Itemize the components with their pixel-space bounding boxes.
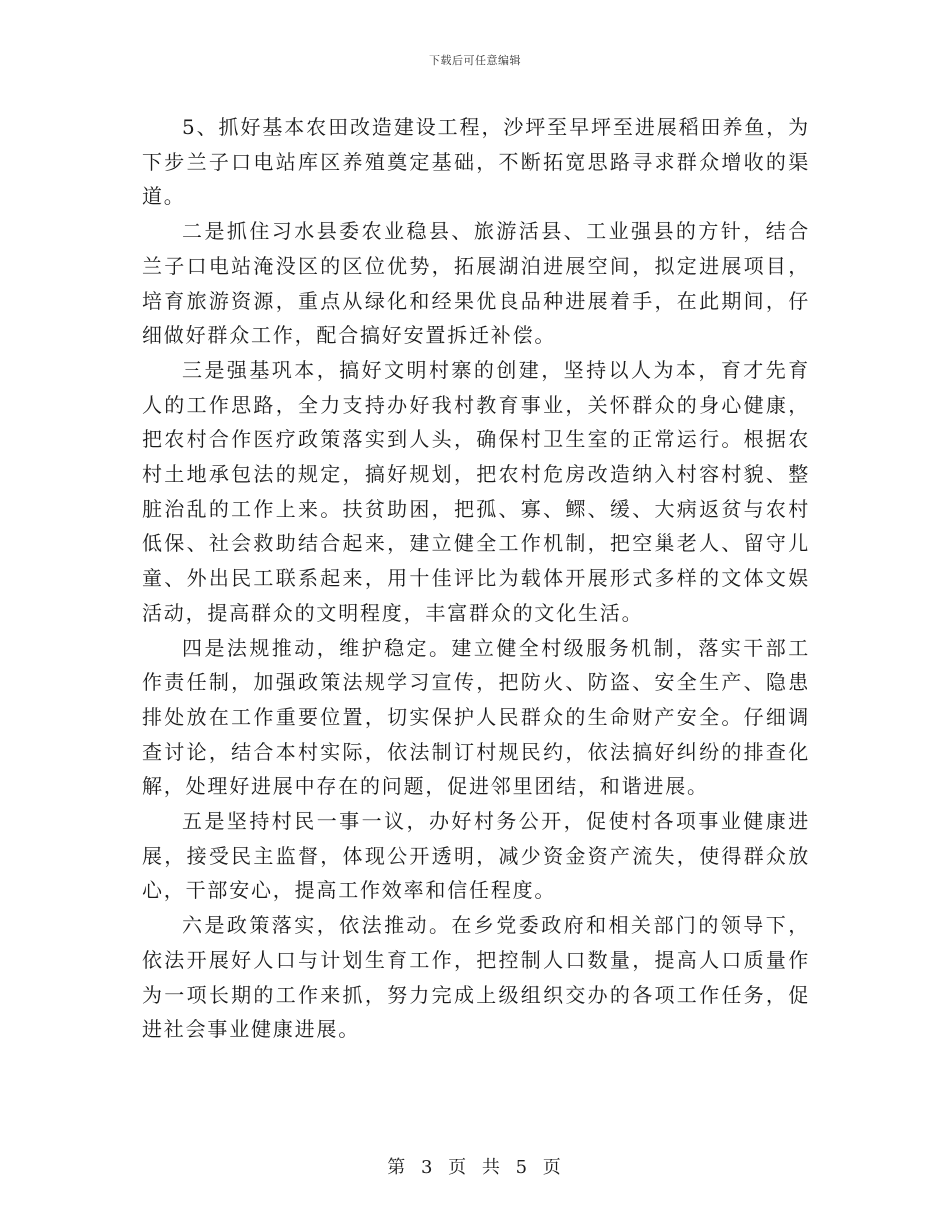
document-body	[142, 110, 810, 1047]
paragraph-3: 三是强基巩本，搞好文明村寨的创建，坚持以人为本，育才先育人的工作思路，全力支持办好我村教育事业，关怀群众的身心健康，把农村合作医疗政策落实到人头，确保村卫生室的正常运行。根据农村土地承包法的规定，搞好规划，把农村危房改造纳入村容村貌、整脏治乱的工作上来。扶贫助困，把孤、寡、鳏、缓、大病返贫与农村低保、社会救助结合起来，建立健全工作机制，把空巢老人、留守儿童、外出民工联系起来，用十佳评比为载体开展形式多样的文体文娱活动，提高群众的文明程度，丰富群众的文化生活。	[142, 357, 810, 625]
paragraph-1: 5、抓好基本农田改造建设工程，沙坪至早坪至进展稻田养鱼，为下步兰子口电站库区养殖奠定基础，不断拓宽思路寻求群众增收的渠道。	[142, 115, 810, 209]
paragraph-5: 五是坚持村民一事一议，办好村务公开，促使村各项事业健康进展，接受民主监督，体现公开透明，减少资金资产流失，使得群众放心，干部安心，提高工作效率和信任程度。	[142, 809, 810, 903]
page-header-note: 下载后可任意编辑	[429, 54, 521, 67]
paragraph-4: 四是法规推动，维护稳定。建立健全村级服务机制，落实干部工作责任制，加强政策法规学习宣传，把防火、防盗、安全生产、隐患排处放在工作重要位置，切实保护人民群众的生命财产安全。仔细调查讨论，结合本村实际，依法制订村规民约，依法搞好纠纷的排查化解，处理好进展中存在的问题，促进邻里团结，和谐进展。	[142, 635, 810, 799]
paragraph-2: 二是抓住习水县委农业稳县、旅游活县、工业强县的方针，结合兰子口电站淹没区的区位优势，拓展湖泊进展空间，拟定进展项目，培育旅游资源，重点从绿化和经果优良品种进展着手，在此期间，仔细做好群众工作，配合搞好安置拆迁补偿。	[142, 219, 810, 348]
paragraph-6: 六是政策落实，依法推动。在乡党委政府和相关部门的领导下，依法开展好人口与计划生育工作，把控制人口数量，提高人口质量作为一项长期的工作来抓，努力完成上级组织交办的各项工作任务，促进社会事业健康进展。	[142, 913, 810, 1042]
page-number-footer: 第 3 页 共 5 页	[387, 1157, 563, 1178]
